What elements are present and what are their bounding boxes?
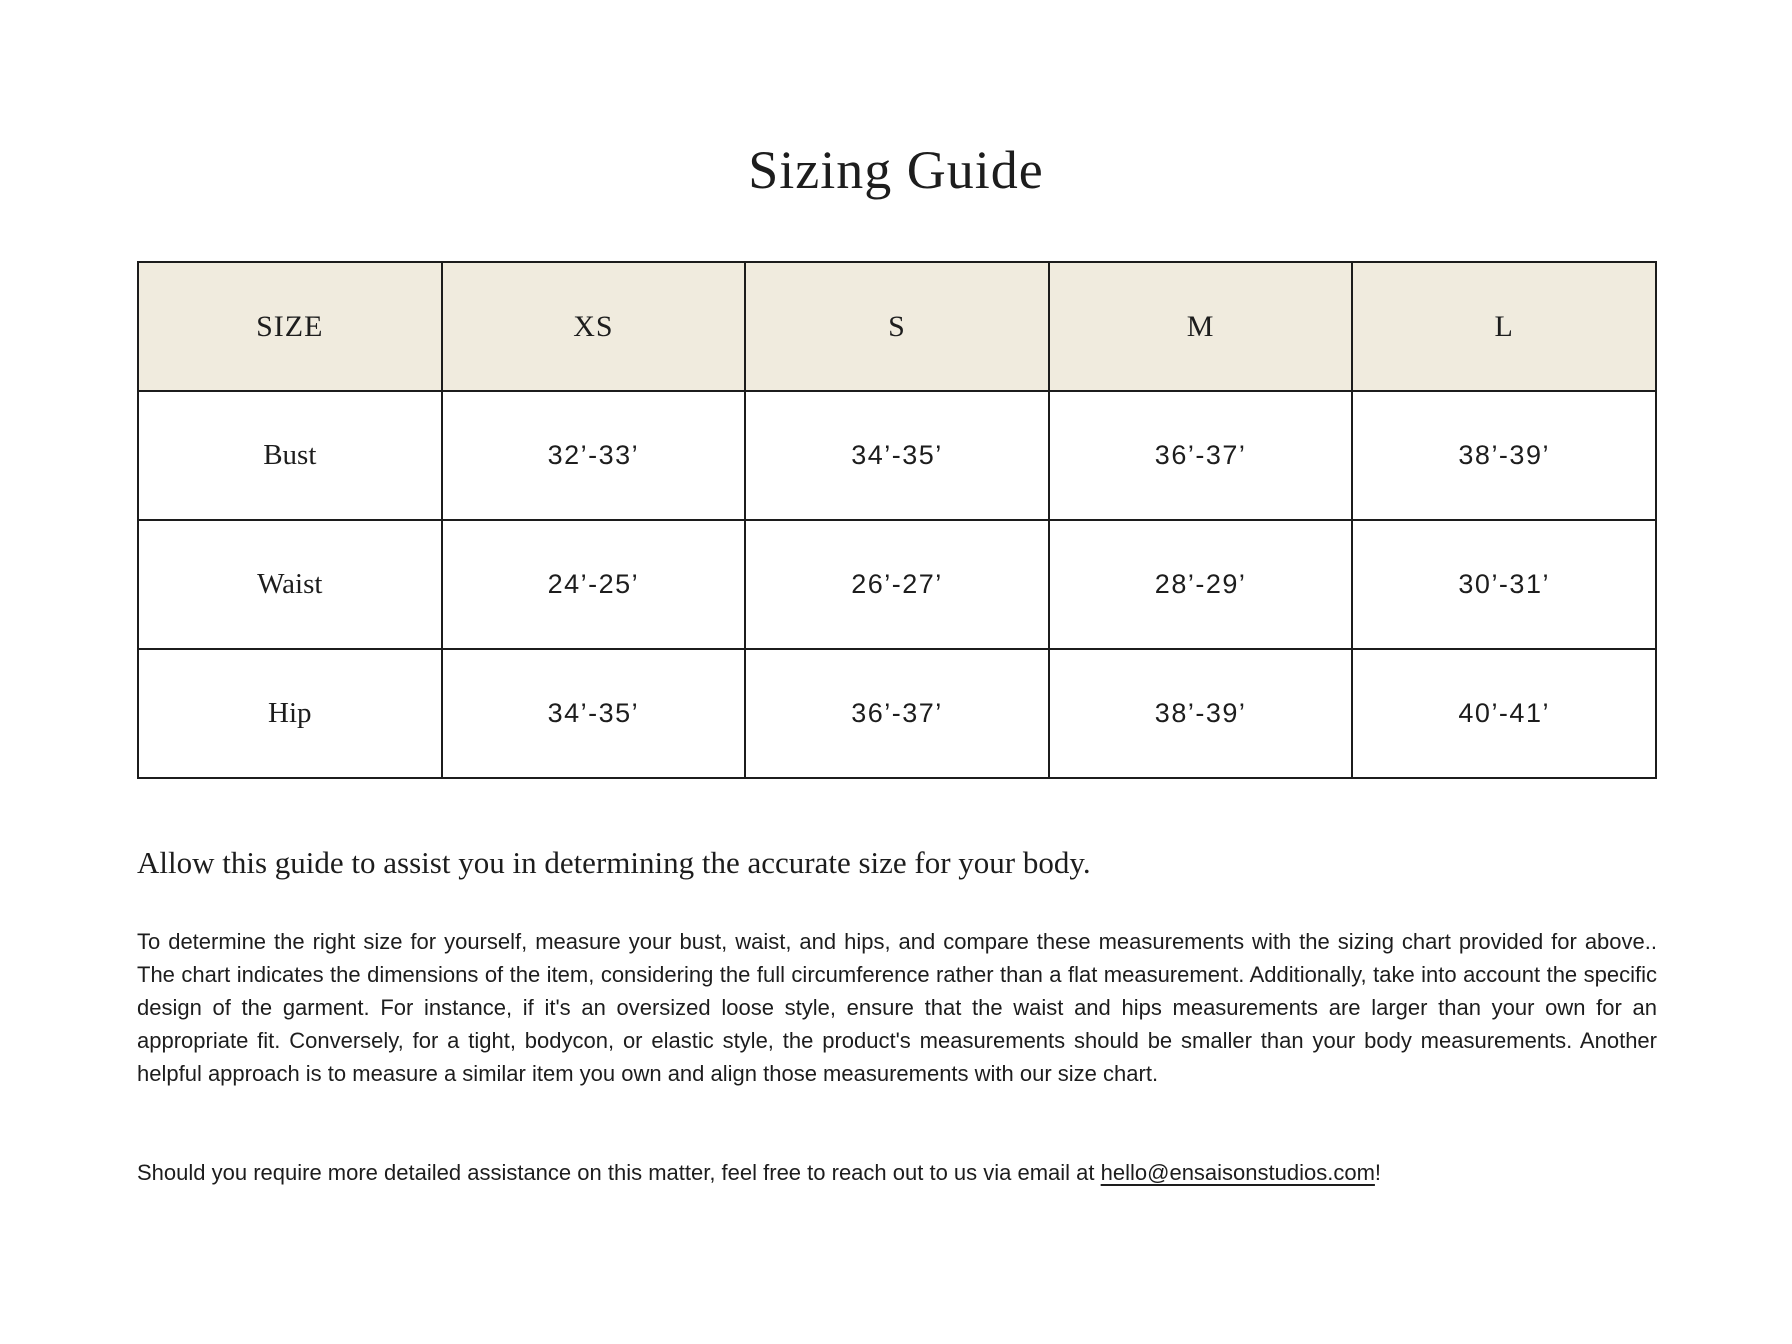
size-chart-table [137,261,1657,779]
waist-m-value: 28’-29’ [1049,520,1353,649]
bust-xs-value: 32’-33’ [442,391,746,520]
table-row-bust [138,391,1656,520]
contact-text-before: Should you require more detailed assistance on this matter, feel free to reach out to us via email at [137,1160,1101,1185]
header-cell-m: M [1049,262,1353,391]
email-link[interactable]: hello@ensaisonstudios.com [1100,1160,1375,1185]
waist-l-value: 30’-31’ [1352,520,1656,649]
hip-xs-value: 34’-35’ [442,649,746,778]
header-cell-xs: XS [442,262,746,391]
waist-s-value: 26’-27’ [745,520,1049,649]
header-cell-size: SIZE [138,262,442,391]
bust-s-value: 34’-35’ [745,391,1049,520]
row-label-bust: Bust [138,391,442,520]
instructions-paragraph: To determine the right size for yourself, measure your bust, waist, and hips, and compare these measurements with the sizing chart provided for above.. The chart indicates the dimensions of the item, considering the full circumference rather than a flat measurement. Additionally, take into account the specific design of the garment. For instance, if it's an oversized loose style, ensure that the waist and hips measurements are larger than your own for an appropriate fit. Conversely, for a tight, bodycon, or elastic style, the product's measurements should be smaller than your body measurements. Another helpful approach is to measure a similar item you own and align those measurements with our size chart. [137,929,1657,1086]
table-header-row [138,262,1656,391]
header-cell-s: S [745,262,1049,391]
bust-m-value: 36’-37’ [1049,391,1353,520]
subheading: Allow this guide to assist you in determining the accurate size for your body. [137,845,1091,880]
contact-text-after: ! [1374,1160,1382,1185]
bust-l-value: 38’-39’ [1352,391,1656,520]
contact-line [137,1156,1697,1189]
header-cell-l: L [1352,262,1656,391]
row-label-hip: Hip [138,649,442,778]
hip-m-value: 38’-39’ [1049,649,1353,778]
hip-l-value: 40’-41’ [1352,649,1656,778]
waist-xs-value: 24’-25’ [442,520,746,649]
page-title: Sizing Guide [748,140,1044,200]
hip-s-value: 36’-37’ [745,649,1049,778]
table-row-waist [138,520,1656,649]
row-label-waist: Waist [138,520,442,649]
table-row-hip [138,649,1656,778]
